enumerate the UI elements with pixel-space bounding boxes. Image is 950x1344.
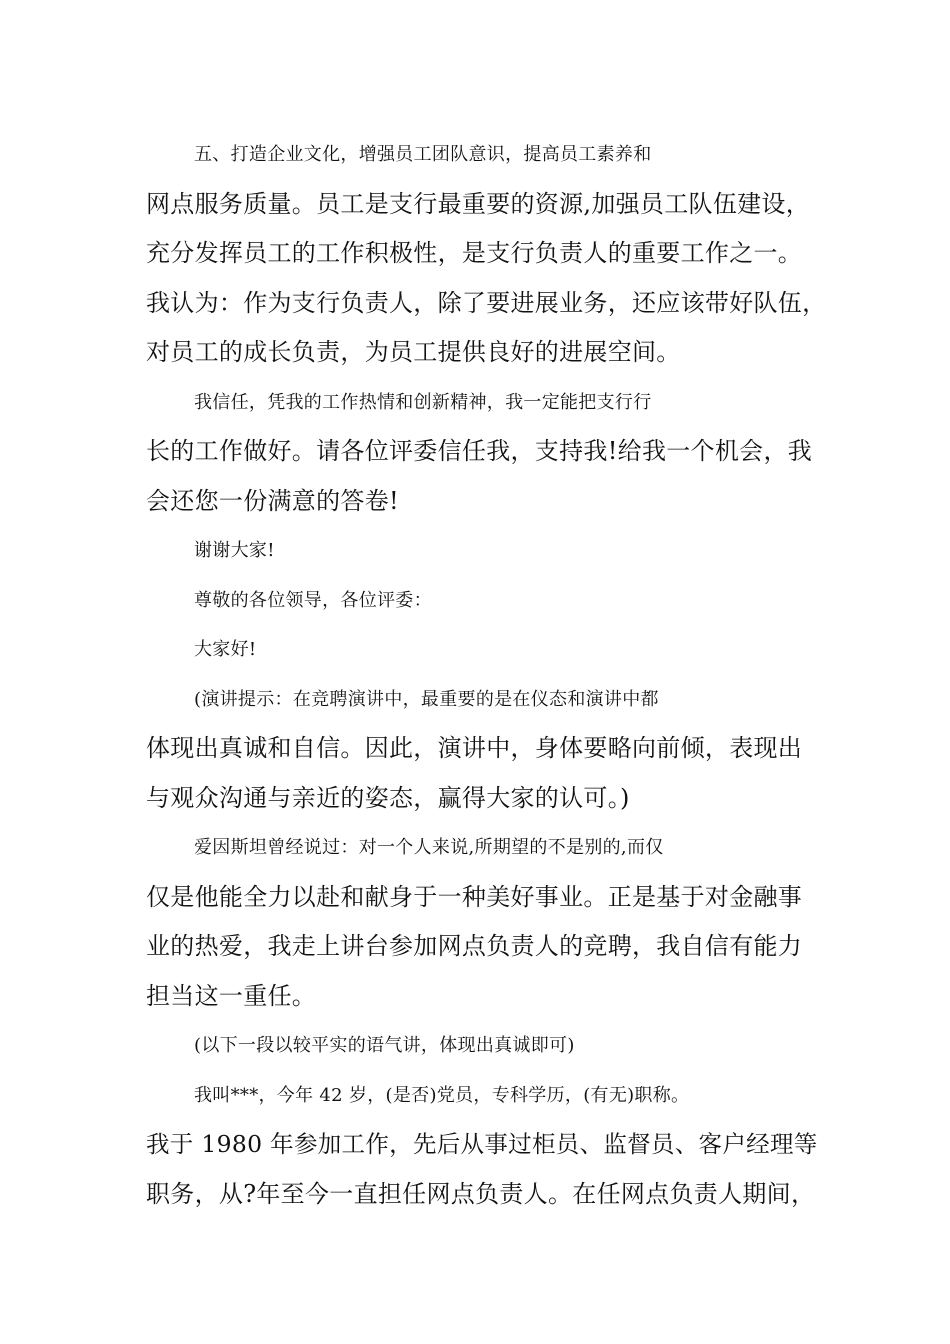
text-line: 担当这一重任。 [146, 981, 317, 1010]
paragraph-self-intro [146, 1071, 826, 1220]
text-line: 业的热爱，我走上讲台参加网点负责人的竞聘，我自信有能力 [146, 932, 803, 960]
text-line: 职务，从?年至今一直担任网点负责人。在任网点负责人期间， [146, 1179, 816, 1208]
text-line: (演讲提示：在竞聘演讲中，最重要的是在仪态和演讲中都 [194, 688, 659, 710]
text-line: 爱因斯坦曾经说过：对一个人来说,所期望的不是别的,而仅 [194, 837, 664, 858]
paragraph-culture [146, 130, 826, 378]
paragraph-trust [146, 378, 826, 527]
text-line: 谢谢大家! [194, 540, 275, 561]
paragraph-tone-note [146, 1021, 826, 1071]
text-line: 充分发挥员工的工作积极性，是支行负责人的重要工作之一。 [146, 239, 803, 267]
text-line: 我叫***，今年 42 岁，(是否)党员，专科学历，(有无)职称。 [194, 1084, 690, 1106]
text-line: (以下一段以较平实的语气讲，体现出真诚即可) [194, 1035, 575, 1056]
text-line: 与观众沟通与亲近的姿态，赢得大家的认可。) [146, 783, 630, 812]
paragraph-einstein [146, 823, 826, 1021]
text-line: 对员工的成长负责，为员工提供良好的进展空间。 [146, 338, 681, 366]
text-line: 我认为：作为支行负责人，除了要进展业务，还应该带好队伍， [146, 288, 827, 317]
text-line: 大家好! [194, 639, 257, 660]
text-line: 体现出真诚和自信。因此，演讲中，身体要略向前倾，表现出 [146, 734, 803, 762]
text-line: 五、打造企业文化，增强员工团队意识，提高员工素养和 [194, 144, 652, 165]
text-line: 仅是他能全力以赴和献身于一种美好事业。正是基于对金融事 [146, 882, 803, 911]
paragraph-speech-tip [146, 675, 826, 824]
paragraph-salutation [146, 576, 826, 626]
text-line: 网点服务质量。员工是支行最重要的资源,加强员工队伍建设， [146, 189, 811, 218]
document-page [146, 130, 826, 1219]
text-line: 会还您一份满意的答卷! [146, 486, 399, 515]
paragraph-thanks [146, 526, 826, 576]
paragraph-greeting [146, 625, 826, 675]
text-line: 尊敬的各位领导，各位评委： [194, 589, 432, 611]
text-line: 我信任，凭我的工作热情和创新精神，我一定能把支行行 [194, 391, 652, 413]
text-line: 长的工作做好。请各位评委信任我，支持我!给我一个机会，我 [146, 437, 813, 465]
text-line: 我于 1980 年参加工作，先后从事过柜员、监督员、客户经理等 [146, 1130, 818, 1158]
